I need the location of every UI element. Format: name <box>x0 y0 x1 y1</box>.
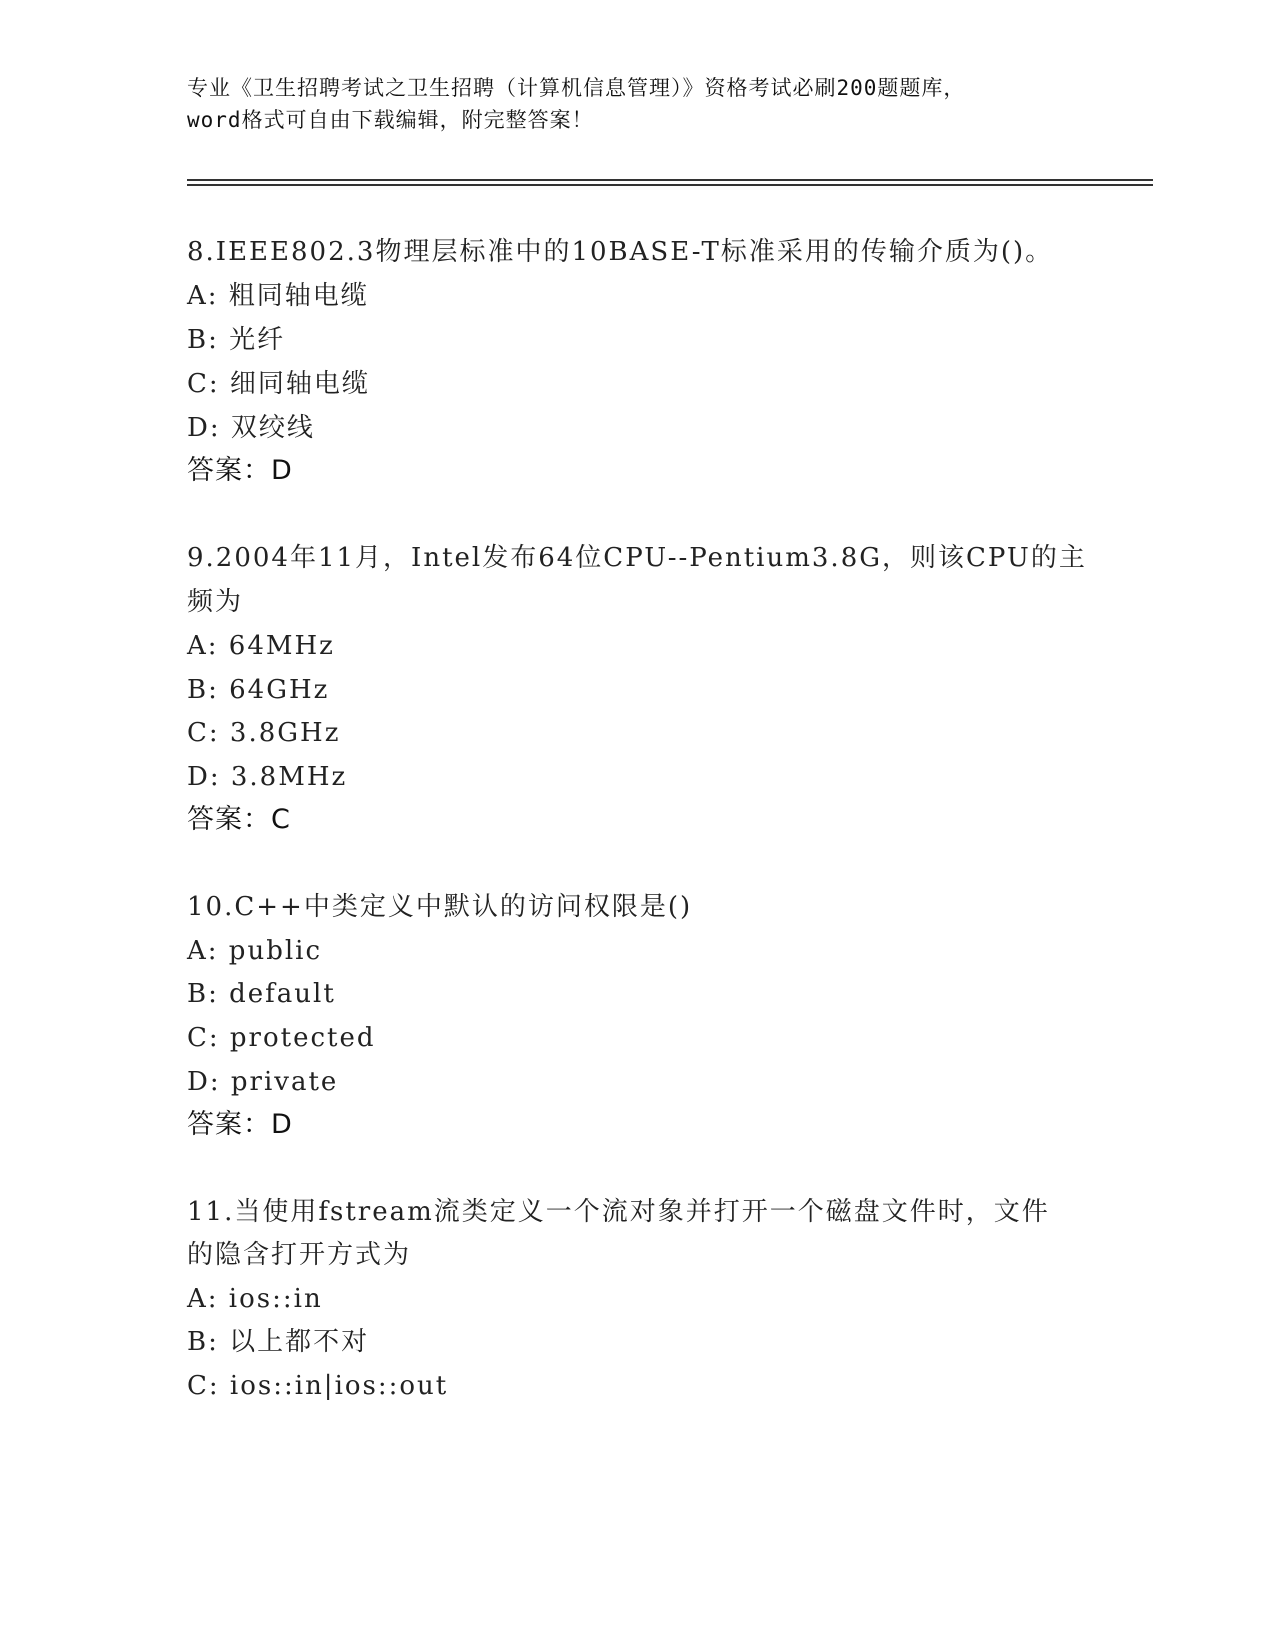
header-line-1: 专业《卫生招聘考试之卫生招聘（计算机信息管理）》资格考试必刷200题题库， <box>187 76 966 100</box>
header-divider-bottom <box>187 184 1153 186</box>
question-8-answer: 答案：D <box>187 455 293 486</box>
question-10-option-c: C: protected <box>187 1023 376 1053</box>
question-10-option-a: A: public <box>187 936 323 966</box>
question-10-option-b: B: default <box>187 979 336 1009</box>
question-9-option-c: C: 3.8GHz <box>187 718 341 748</box>
question-9-text-line-2: 频为 <box>187 587 244 617</box>
question-8-option-d: D: 双绞线 <box>187 413 315 443</box>
header-divider-top <box>187 179 1153 181</box>
question-11-text-line-1: 11.当使用fstream流类定义一个流对象并打开一个磁盘文件时，文件 <box>187 1197 1050 1227</box>
question-11-option-b: B: 以上都不对 <box>187 1327 370 1357</box>
question-11-option-a: A: ios::in <box>187 1284 323 1314</box>
question-9-answer: 答案：C <box>187 804 291 835</box>
question-9-option-d: D: 3.8MHz <box>187 762 348 792</box>
question-8-option-a: A: 粗同轴电缆 <box>187 281 369 311</box>
document-header <box>187 72 1107 136</box>
question-11-text-line-2: 的隐含打开方式为 <box>187 1240 412 1270</box>
question-9-option-b: B: 64GHz <box>187 675 330 705</box>
question-9-option-a: A: 64MHz <box>187 631 335 661</box>
question-10-answer: 答案：D <box>187 1109 293 1140</box>
question-11-option-c: C: ios::in|ios::out <box>187 1371 449 1401</box>
question-10-text: 10.C++中类定义中默认的访问权限是() <box>187 892 693 922</box>
question-9-text-line-1: 9.2004年11月，Intel发布64位CPU--Pentium3.8G，则该CPU的主 <box>187 543 1087 573</box>
question-8-option-c: C: 细同轴电缆 <box>187 369 370 399</box>
question-8-text: 8.IEEE802.3物理层标准中的10BASE-T标准采用的传输介质为()。 <box>187 237 1054 267</box>
header-line-2: word格式可自由下载编辑，附完整答案！ <box>187 108 594 132</box>
question-10-option-d: D: private <box>187 1067 339 1097</box>
question-8-option-b: B: 光纤 <box>187 325 286 355</box>
